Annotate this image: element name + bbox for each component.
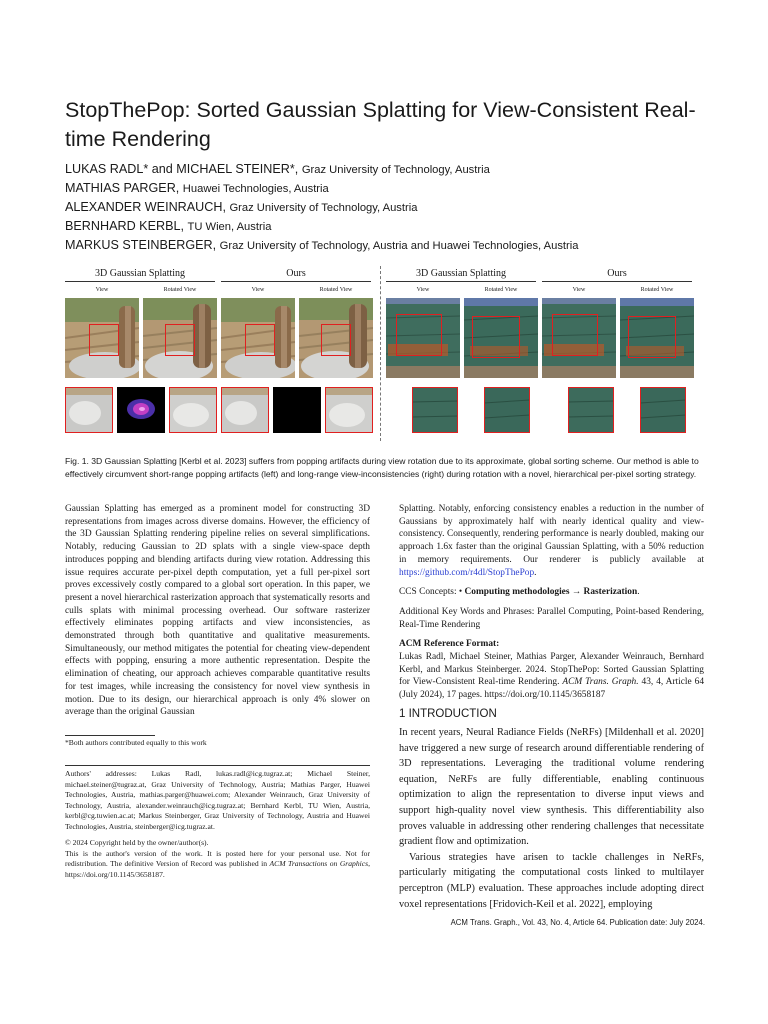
crop-image <box>568 387 614 433</box>
reference-heading: ACM Reference Format: <box>399 639 500 650</box>
reference-details: 43, 4, Article 64 (July 2024), 17 pages. https://doi.org/10.1145/3658187 <box>399 677 705 701</box>
scene-image <box>464 298 538 378</box>
crop-image <box>221 387 269 433</box>
difference-map <box>273 387 321 433</box>
scene-image <box>143 298 217 378</box>
difference-map <box>117 387 165 433</box>
crop-image <box>65 387 113 433</box>
author-names: MATHIAS PARGER, <box>65 181 180 195</box>
footnote-block <box>65 735 370 749</box>
crop-image <box>169 387 217 433</box>
figure-heading: 3D Gaussian Splatting <box>95 268 185 279</box>
copyright-block <box>65 838 370 880</box>
copyright-text: This is the author's version of the work. It is posted here for your personal use. Not for redistribution. The definitive Version of Record was published in <box>65 848 370 868</box>
author-names: ALEXANDER WEINRAUCH, <box>65 200 226 214</box>
author-addresses <box>65 765 370 832</box>
figure-caption: Fig. 1. 3D Gaussian Splatting [Kerbl et al. 2023] suffers from popping artifacts during view rotation due to its approximate, global sorting scheme. Our method is able to effectively circumvent short-range popping artifacts (left) and long-range view-inconsistencies (right) during rotation with a novel, hierarchical per-pixel sorting strategy. <box>65 456 699 479</box>
copyright-line: © 2024 Copyright held by the owner/author(s). <box>65 838 209 847</box>
author-list <box>65 160 715 255</box>
reference-citation: Lukas Radl, Michael Steiner, Mathias Parger, Alexander Weinrauch, Bernhard Kerbl, and Markus Steinberger. 2024. StopThePop: Sorted Gaussian Splatting for View-Consistent Real-time Rendering. <box>399 652 704 688</box>
addresses-text: Authors' addresses: Lukas Radl, lukas.radl@icg.tugraz.at; Michael Steiner, michael.steiner@tugraz.at, Graz University of Technology, Austria; Mathias Parger, Huawei Technologies, Austria, mathias.parger@huawei.com; Alexander Weinrauch, Graz University of Technology, Austria, alexander.weinrauch@icg.tugraz.at; Bernhard Kerbl, TU Wien, Austria, kerbl@cg.tuwien.ac.at; Markus Steinberger, Graz University of Technology, Austria and Huawei Technologies, Austria, steinberger@icg.tugraz.at. <box>65 769 370 831</box>
crop-image <box>325 387 373 433</box>
author-line <box>65 236 715 255</box>
author-affiliation: Huawei Technologies, Austria <box>182 183 329 195</box>
author-line <box>65 217 715 236</box>
abstract-continued-text: Splatting. Notably, enforcing consistency enables a reduction in the number of Gaussians by approximately half with nearly identical quality and view-consistency. Consequently, rendering performance is nearly doubled, making our approach 1.6x faster than the original Gaussian Splatting, with a 50% reduction in memory requirements. Our renderer is publicly available at <box>399 504 704 565</box>
author-names: LUKAS RADL* and MICHAEL STEINER*, <box>65 162 299 176</box>
author-affiliation: Graz University of Technology, Austria <box>301 164 490 176</box>
figure-heading: Ours <box>607 268 627 279</box>
journal-name: ACM Transactions on Graphics <box>269 859 369 868</box>
figure-sublabel: View <box>251 287 265 293</box>
heading-rule <box>65 281 215 282</box>
intro-paragraph: Various strategies have arisen to tackle challenges in NeRFs, particularly mitigating the computational costs linked to multilayer perceptron (MLP) evaluation. These approaches include adopting direct voxel representations [Fridovich-Keil et al. 2022], employing <box>399 851 704 910</box>
footnote-rule <box>65 735 155 736</box>
author-names: BERNHARD KERBL, <box>65 219 184 233</box>
author-affiliation: Graz University of Technology, Austria <box>229 202 418 214</box>
addresses-rule <box>65 765 370 766</box>
abstract-column <box>65 503 370 719</box>
right-column <box>399 503 704 702</box>
figure-divider <box>380 266 381 441</box>
author-affiliation: Graz University of Technology, Austria and Huawei Technologies, Austria <box>219 240 579 252</box>
section-heading: 1 INTRODUCTION <box>399 708 497 720</box>
reference-text <box>399 651 704 702</box>
figure-sublabel: Rotated View <box>319 287 353 293</box>
reference-journal: ACM Trans. Graph. <box>562 677 639 688</box>
heading-rule <box>221 281 371 282</box>
scene-image <box>386 298 460 378</box>
introduction-section <box>399 708 704 912</box>
figure-sublabel: View <box>95 287 109 293</box>
copyright-doi: , https://doi.org/10.1145/3658187. <box>65 859 370 879</box>
figure-heading: Ours <box>286 268 306 279</box>
author-line <box>65 160 715 179</box>
copyright-notice <box>65 849 370 881</box>
crop-image <box>640 387 686 433</box>
ccs-concepts: CCS Concepts: • Computing methodologies → Rasterization. <box>399 587 640 598</box>
figure-sublabel: Rotated View <box>640 287 674 293</box>
ccs-concept: Computing methodologies → Rasterization <box>464 587 638 598</box>
figure-left-panel <box>65 266 377 441</box>
author-line <box>65 198 715 217</box>
scene-image <box>620 298 694 378</box>
author-line <box>65 179 715 198</box>
figure-heading: 3D Gaussian Splatting <box>416 268 506 279</box>
author-affiliation: TU Wien, Austria <box>187 221 272 233</box>
ccs-label: CCS Concepts: • <box>399 587 463 598</box>
keywords: Additional Key Words and Phrases: Parallel Computing, Point-based Rendering, Real-Time Rendering <box>399 606 704 630</box>
figure-sublabel: View <box>416 287 430 293</box>
intro-paragraph: In recent years, Neural Radiance Fields (NeRFs) [Mildenhall et al. 2020] have triggered a new surge of research around differentiable rendering of 3D representations. Leveraging the traditional volume rendering equation, NeRFs are fully differentiable, enabling continuous optimization to align the representation to diverse input views and support high-quality novel view synthesis. This differentiability also proves valuable in addressing other rendering challenges that necessitate gradient flow and optimization. <box>399 727 704 848</box>
scene-image <box>542 298 616 378</box>
figure-right-panel <box>386 266 698 441</box>
figure-sublabel: View <box>572 287 586 293</box>
page-footer: ACM Trans. Graph., Vol. 43, No. 4, Article 64. Publication date: July 2024. <box>450 918 705 927</box>
abstract-text: Gaussian Splatting has emerged as a prominent model for constructing 3D representations from images across diverse domains. However, the efficiency of the 3D Gaussian Splatting rendering pipeline relies on several simplifications. Notably, reducing Gaussian to 2D splats with a single view-space depth introduces popping and blending artifacts during view rotation. Addressing this issue requires accurate per-pixel depth computation, yet a full per-pixel sort proves excessively costly compared to a global sort operation. In this paper, we present a novel hierarchical rasterization approach that systematically resorts and culls splats with minimal processing overhead. Our software rasterizer effectively eliminates popping artifacts and view inconsistencies, as demonstrated through both quantitative and qualitative measurements. Simultaneously, our method mitigates the potential for cheating view-dependent effects with popping, ensuring a more authentic representation. Despite the elimination of cheating, our approach achieves comparable quantitative results for test images, while increasing the consistency for novel view synthesis in motion. Due to its design, our hierarchical approach is only 4% slower on average than the original Gaussian <box>65 504 370 718</box>
author-names: MARKUS STEINBERGER, <box>65 238 217 252</box>
equal-contribution-note: *Both authors contributed equally to this work <box>65 738 207 747</box>
teaser-figure <box>65 266 705 446</box>
scene-image <box>299 298 373 378</box>
repository-link[interactable]: https://github.com/r4dl/StopThePop <box>399 567 535 578</box>
crop-image <box>412 387 458 433</box>
heading-rule <box>542 281 692 282</box>
heading-rule <box>386 281 536 282</box>
paper-title: StopThePop: Sorted Gaussian Splatting for View-Consistent Real-time Rendering <box>65 98 696 151</box>
scene-image <box>221 298 295 378</box>
abstract-continued: Splatting. Notably, enforcing consistency enables a reduction in the number of Gaussians by approximately half with nearly identical quality and view-consistency. Consequently, rendering performance is nearly doubled, making our approach 1.6x faster than the original Gaussian Splatting, with a 50% reduction in memory requirements. Our renderer is publicly available at https://github.com/r4dl/StopThePop. <box>399 504 704 578</box>
crop-image <box>484 387 530 433</box>
scene-image <box>65 298 139 378</box>
figure-sublabel: Rotated View <box>163 287 197 293</box>
figure-sublabel: Rotated View <box>484 287 518 293</box>
